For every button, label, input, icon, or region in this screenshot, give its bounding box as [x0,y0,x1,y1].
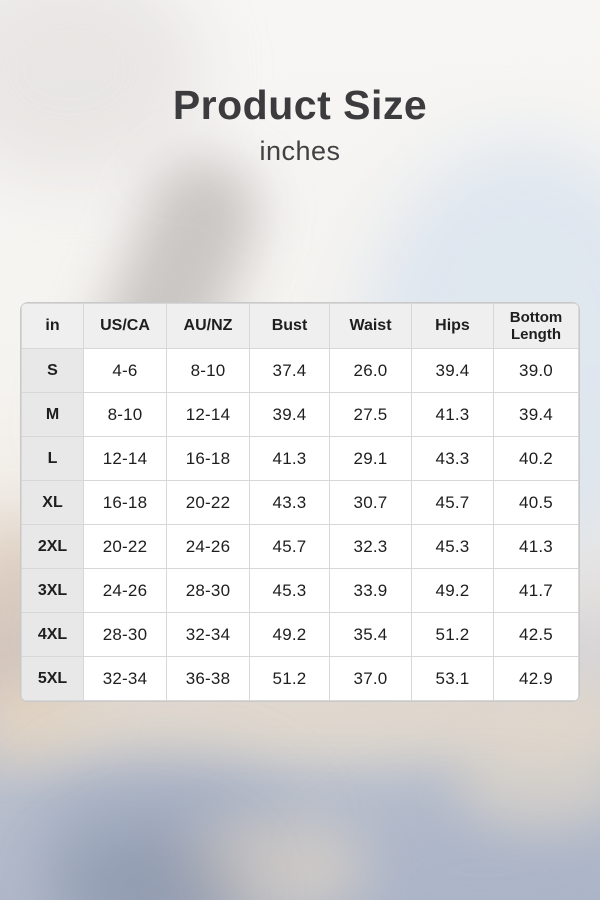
size-label-cell: 3XL [22,569,84,613]
value-cell: 33.9 [330,569,412,613]
size-label-cell: 5XL [22,657,84,701]
value-cell: 43.3 [250,481,330,525]
value-cell: 39.0 [494,349,579,393]
value-cell: 16-18 [84,481,167,525]
value-cell: 20-22 [167,481,250,525]
size-label-cell: M [22,393,84,437]
size-label-cell: 2XL [22,525,84,569]
value-cell: 49.2 [250,613,330,657]
column-header-bust: Bust [250,304,330,349]
size-label-cell: L [22,437,84,481]
column-header-us-ca: US/CA [84,304,167,349]
value-cell: 28-30 [84,613,167,657]
value-cell: 8-10 [167,349,250,393]
value-cell: 45.3 [250,569,330,613]
value-cell: 36-38 [167,657,250,701]
table-header-row [22,304,579,349]
value-cell: 39.4 [250,393,330,437]
size-chart-table [20,302,580,702]
column-header-in: in [22,304,84,349]
table-row [22,525,579,569]
table-row [22,349,579,393]
column-header-hips: Hips [412,304,494,349]
value-cell: 32-34 [167,613,250,657]
value-cell: 40.2 [494,437,579,481]
value-cell: 41.3 [412,393,494,437]
value-cell: 37.4 [250,349,330,393]
value-cell: 45.3 [412,525,494,569]
value-cell: 12-14 [167,393,250,437]
value-cell: 26.0 [330,349,412,393]
value-cell: 29.1 [330,437,412,481]
size-label-cell: S [22,349,84,393]
value-cell: 12-14 [84,437,167,481]
column-header-bottom-length: Bottom Length [494,304,579,349]
value-cell: 42.5 [494,613,579,657]
value-cell: 16-18 [167,437,250,481]
value-cell: 27.5 [330,393,412,437]
unit-subtitle: inches [259,136,341,166]
page-title: Product Size [172,82,428,128]
value-cell: 41.3 [250,437,330,481]
value-cell: 32-34 [84,657,167,701]
value-cell: 51.2 [412,613,494,657]
size-table-body [22,349,579,701]
value-cell: 40.5 [494,481,579,525]
table-row [22,613,579,657]
value-cell: 24-26 [84,569,167,613]
value-cell: 30.7 [330,481,412,525]
value-cell: 35.4 [330,613,412,657]
value-cell: 41.7 [494,569,579,613]
value-cell: 43.3 [412,437,494,481]
value-cell: 32.3 [330,525,412,569]
value-cell: 49.2 [412,569,494,613]
value-cell: 39.4 [494,393,579,437]
table-row [22,437,579,481]
value-cell: 37.0 [330,657,412,701]
value-cell: 28-30 [167,569,250,613]
value-cell: 39.4 [412,349,494,393]
value-cell: 24-26 [167,525,250,569]
size-table [21,303,579,701]
value-cell: 42.9 [494,657,579,701]
value-cell: 41.3 [494,525,579,569]
table-row [22,657,579,701]
value-cell: 4-6 [84,349,167,393]
table-row [22,393,579,437]
column-header-au-nz: AU/NZ [167,304,250,349]
table-row [22,569,579,613]
value-cell: 8-10 [84,393,167,437]
value-cell: 45.7 [412,481,494,525]
size-label-cell: 4XL [22,613,84,657]
column-header-waist: Waist [330,304,412,349]
value-cell: 51.2 [250,657,330,701]
value-cell: 20-22 [84,525,167,569]
size-label-cell: XL [22,481,84,525]
value-cell: 53.1 [412,657,494,701]
value-cell: 45.7 [250,525,330,569]
table-row [22,481,579,525]
